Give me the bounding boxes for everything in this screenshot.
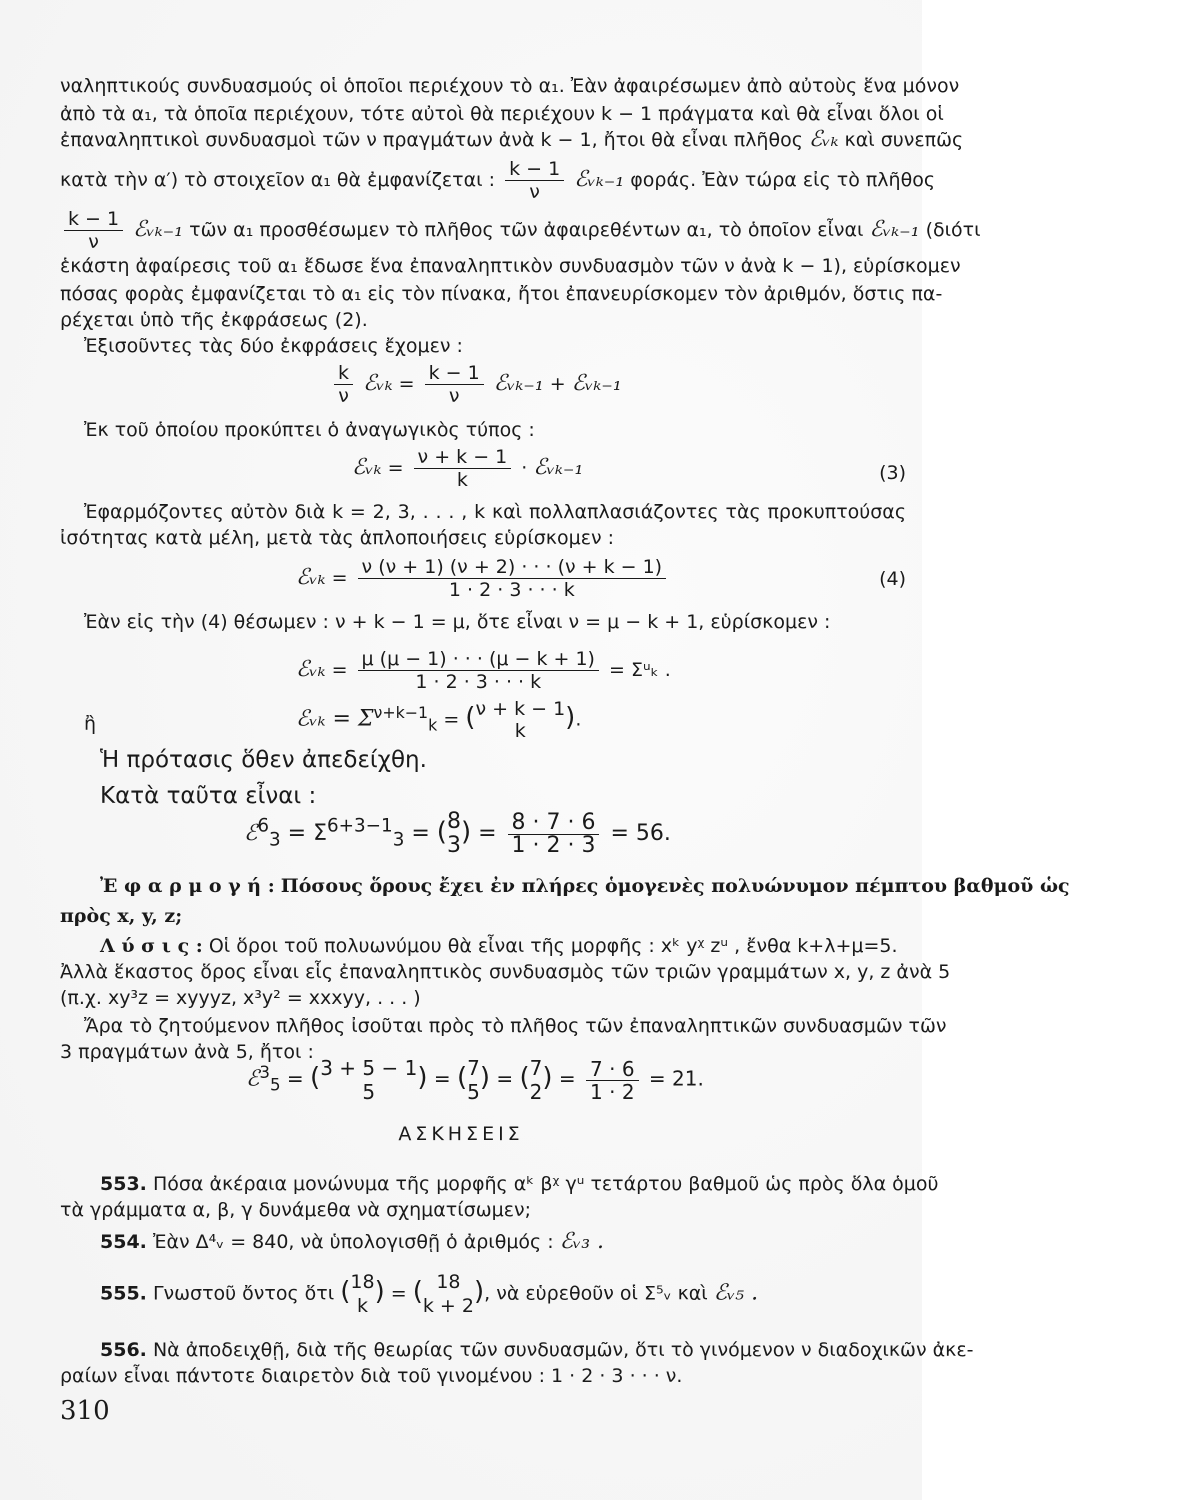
solution-line (100, 934, 906, 958)
text-line-15: Κατὰ ταῦτα εἶναι : (100, 783, 317, 809)
exercise-555-text-a: Γνωστοῦ ὄντος ὅτι (152, 1282, 335, 1305)
exercise-553-line-2: τὰ γράμματα α, β, γ δυνάμεθα νὰ σχηματίσωμεν; (60, 1199, 531, 1221)
exercise-555: 555. Γνωστοῦ ὄντος ὅτι ( 18 k ) = ( 18 k + 2 ), νὰ εὑρεθοῦν οἱ Σ⁵ᵥ καὶ ℰᵥ₅ . (100, 1271, 759, 1317)
application-text: Πόσους ὅρους ἔχει ἐν πλήρες ὁμογενὲς πολυώνυμον πέμπτου βαθμοῦ ὡς (280, 875, 1070, 897)
text-line-6: ἑκάστη ἀφαίρεσις τοῦ α₁ ἔδωσε ἕνα ἐπαναληπτικὸν συνδυασμὸν τῶν ν ἀνὰ k − 1), εὑρίσκομεν (60, 255, 961, 277)
text-line-9: Ἐξισοῦντες τὰς δύο ἐκφράσεις ἔχομεν : (84, 335, 463, 357)
equation-recursive: $\frac{k}{\nu}$ ℰᵥₖ = $\frac{k - 1}{\nu}$ ℰᵥₖ₋₁ + ℰᵥₖ₋₁ (330, 362, 1176, 407)
text-line-5 (60, 208, 981, 253)
equation-3-number: (3) (879, 462, 906, 484)
solution-label: Λ ύ σ ι ς : (100, 935, 203, 957)
exercise-556-text: Νὰ ἀποδειχθῇ, διὰ τῆς θεωρίας τῶν συνδυασμῶν, ὅτι τὸ γινόμενον ν διαδοχικῶν ἀκε- (152, 1339, 974, 1361)
exercises-heading: ΑΣΚΗΣΕΙΣ (398, 1123, 524, 1145)
text-line-14: Ἡ πρότασις ὅθεν ἀπεδείχθη. (100, 747, 427, 773)
exercise-554-target: ℰᵥ₃ . (559, 1229, 605, 1254)
exercise-553-number: 553. (100, 1173, 147, 1195)
text-line-4-a: κατὰ τὴν α′) τὸ στοιχεῖον α₁ θὰ ἐμφανίζεται : (60, 169, 496, 191)
text-line-5-b: (διότι (925, 219, 981, 241)
text-line-11: Ἐφαρμόζοντες αὐτὸν διὰ k = 2, 3, . . . , k καὶ πολλαπλασιάζοντες τὰς προκυπτούσας (84, 501, 906, 523)
equation-example-1: ℰ$^6_3$ = $\Sigma^{6+3-1}_3$ = ( 8 3 ) = $\frac{8 \cdot 7 \cdot 6}{1 \cdot 2 \cdot 3}$ = 56. (244, 809, 671, 858)
text-line-19: Ἄρα τὸ ζητούμενον πλῆθος ἰσοῦται πρὸς τὸ πλῆθος τῶν ἐπαναληπτικῶν συνδυασμῶν τῶν (84, 1015, 947, 1037)
text-line-7: πόσας φορὰς ἐμφανίζεται τὸ α₁ εἰς τὸν πίνακα, ἤτοι ἐπανευρίσκομεν τὸν ἀριθμόν, ὅστις πα- (60, 283, 943, 305)
text-line-17: Ἀλλὰ ἕκαστος ὅρος εἶναι εἷς ἐπαναληπτικὸς συνδυασμὸς τῶν τριῶν γραμμάτων x, y, z ἀνὰ 5 (60, 961, 951, 983)
application-label: Ἐ φ α ρ μ ο γ ή : (100, 875, 275, 897)
solution-text: Οἱ ὅροι τοῦ πολυωνύμου θὰ εἶναι τῆς μορφῆς : xᵏ yᵡ zᵘ , ἔνθα k+λ+μ=5. (208, 935, 898, 957)
text-line-3-b: καὶ συνεπῶς (844, 129, 964, 151)
equation-6: ℰᵥₖ = $\Sigma^{\nu+k-1}_k$ = ( ν + k − 1 k ). (296, 698, 582, 742)
text-line-12: ἰσότητας κατὰ μέλη, μετὰ τὰς ἁπλοποιήσεις εὑρίσκομεν : (60, 527, 615, 549)
text-line-1: ναληπτικούς συνδυασμούς οἱ ὁποῖοι περιέχουν τὸ α₁. Ἐὰν ἀφαιρέσωμεν ἀπὸ αὐτοὺς ἕνα μόνον (60, 75, 960, 97)
text-line-4-b: φοράς. Ἐὰν τώρα εἰς τὸ πλῆθος (630, 169, 935, 191)
formula-E-nu-k-1-c: ℰᵥₖ₋₁ (869, 217, 920, 242)
exercise-555-text-b: νὰ εὑρεθοῦν οἱ Σ⁵ᵥ καὶ (496, 1282, 708, 1305)
exercise-556-number: 556. (100, 1339, 147, 1361)
text-line-3 (60, 127, 964, 152)
page-number: 310 (60, 1396, 110, 1426)
equation-3: ℰᵥₖ = $\frac{\nu + k - 1}{k}$ · ℰᵥₖ₋₁ (352, 446, 584, 491)
fraction-k1-nu-2: $\frac{k - 1}{\nu}$ (64, 208, 123, 253)
exercise-553 (100, 1172, 939, 1196)
text-line-18: (π.χ. xy³z = xyyyz, x³y² = xxxyy, . . . ) (60, 987, 421, 1009)
exercise-556 (100, 1338, 974, 1362)
application-line (100, 874, 1070, 898)
fraction-k1-nu: $\frac{k - 1}{\nu}$ (505, 158, 564, 203)
equation-5: ℰᵥₖ = $\frac{\mu (\mu - 1) \cdot \cdot \cdot (\mu - k + 1)}{1 \cdot 2 \cdot 3 \cdot \cdot \cdot k}$ = Σᵘₖ . (296, 648, 671, 693)
exercise-555-number: 555. (100, 1282, 147, 1305)
exercise-554-number: 554. (100, 1231, 147, 1253)
formula-E-nu-k-1: ℰᵥₖ₋₁ (574, 167, 625, 192)
exercise-553-text: Πόσα ἀκέραια μονώνυμα τῆς μορφῆς αᵏ βᵡ γᵘ τετάρτου βαθμοῦ ὡς πρὸς ὅλα ὁμοῦ (152, 1173, 939, 1195)
text-line-13: Ἐὰν εἰς τὴν (4) θέσωμεν : ν + k − 1 = μ, ὅτε εἶναι ν = μ − k + 1, εὑρίσκομεν : (84, 611, 831, 633)
text-line-2: ἀπὸ τὰ α₁, τὰ ὁποῖα περιέχουν, τότε αὐτοὶ θὰ περιέχουν k − 1 πράγματα καὶ θὰ εἶναι ὅλοι οἱ (60, 103, 944, 125)
text-line-10: Ἐκ τοῦ ὁποίου προκύπτει ὁ ἀναγωγικὸς τύπος : (84, 419, 535, 441)
equation-4-number: (4) (879, 568, 906, 590)
equation-example-2: ℰ$^3_5$ = ( 3 + 5 − 1 5 ) = ( 7 5 ) = ( 7 2 ) = $\frac{7 \cdot 6}{1 \cdot 2}$ = 21. (246, 1056, 704, 1104)
formula-E-nu-k-1-b: ℰᵥₖ₋₁ (133, 217, 184, 242)
text-line-8: ρέχεται ὑπὸ τῆς ἐκφράσεως (2). (60, 309, 368, 331)
text-line-3-a: ἐπαναληπτικοὶ συνδυασμοὶ τῶν ν πραγμάτων ἀνὰ k − 1, ἤτοι θὰ εἶναι πλῆθος (60, 129, 803, 151)
exercise-555-target: ℰᵥ₅ . (713, 1280, 759, 1306)
text-line-4 (60, 158, 935, 203)
text-line-20: 3 πραγμάτων ἀνὰ 5, ἤτοι : (60, 1041, 314, 1063)
equation-4: ℰᵥₖ = $\frac{\nu (\nu + 1) (\nu + 2) \cdot \cdot \cdot (\nu + k - 1)}{1 \cdot 2 \cdot 3 \cdot \cdot \cdot k}$ (296, 556, 1142, 601)
text-line-5-a: τῶν α₁ προσθέσωμεν τὸ πλῆθος τῶν ἀφαιρεθέντων α₁, τὸ ὁποῖον εἶναι (189, 219, 864, 241)
text-eta: ἢ (84, 713, 97, 735)
exercise-554-text: Ἐὰν Δ⁴ᵥ = 840, νὰ ὑπολογισθῇ ὁ ἀριθμός : (152, 1231, 554, 1253)
exercise-554 (100, 1230, 946, 1254)
exercise-556-line-2: ραίων εἶναι πάντοτε διαιρετὸν διὰ τοῦ γινομένου : 1 · 2 · 3 · · · ν. (60, 1365, 683, 1387)
application-line-2: πρὸς x, y, z; (60, 905, 183, 927)
formula-E-nu-k: ℰᵥₖ (808, 127, 839, 152)
